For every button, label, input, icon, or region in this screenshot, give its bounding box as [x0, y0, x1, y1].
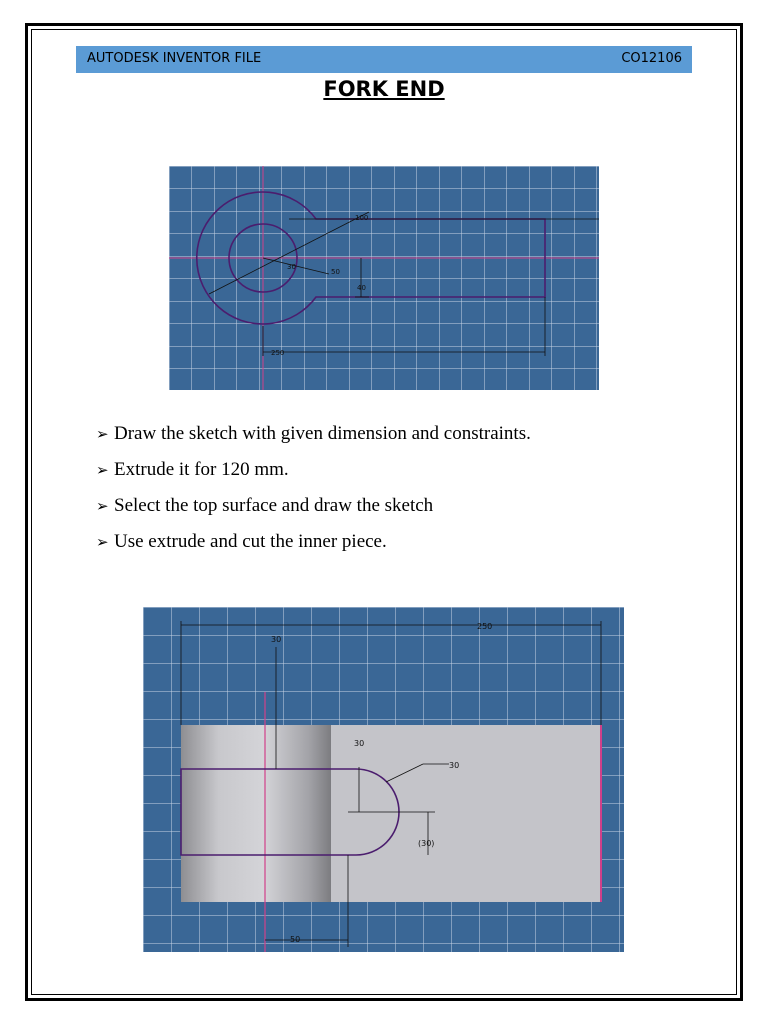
dim-40: 40 — [357, 284, 366, 292]
arrow-bullet-icon: ➢ — [96, 427, 109, 443]
dim-100: 100 — [355, 214, 369, 222]
step-text: Select the top surface and draw the sketch — [114, 495, 434, 516]
extrude-figure — [143, 607, 624, 952]
dim-250: 250 — [477, 622, 493, 631]
list-item — [96, 530, 531, 566]
step-text: Extrude it for 120 mm. — [114, 459, 289, 480]
dim-30: 30 — [287, 263, 296, 271]
header-file-label: AUTODESK INVENTOR FILE — [87, 51, 262, 66]
dim-30-radius: 30 — [449, 761, 460, 770]
list-item — [96, 458, 531, 494]
step-text: Use extrude and cut the inner piece. — [114, 531, 387, 552]
header-bar — [76, 46, 692, 73]
extrude-canvas — [143, 607, 624, 952]
instruction-list — [96, 422, 531, 566]
sketch-figure — [169, 166, 599, 390]
list-item — [96, 494, 531, 530]
sketch-canvas — [169, 166, 599, 390]
part-face — [331, 725, 601, 902]
dim-30-reference: (30) — [418, 839, 435, 848]
dim-50: 50 — [290, 935, 301, 944]
arrow-bullet-icon: ➢ — [96, 535, 109, 551]
arrow-bullet-icon: ➢ — [96, 463, 109, 479]
page-title: FORK END — [323, 77, 445, 101]
header-code: CO12106 — [621, 51, 682, 66]
dim-250: 250 — [271, 349, 285, 357]
part-cylinder — [181, 725, 331, 902]
dim-30-top: 30 — [271, 635, 282, 644]
list-item — [96, 422, 531, 458]
dim-50: 50 — [331, 268, 340, 276]
step-text: Draw the sketch with given dimension and constraints. — [114, 423, 531, 444]
dim-30-slot: 30 — [354, 739, 365, 748]
arrow-bullet-icon: ➢ — [96, 499, 109, 515]
